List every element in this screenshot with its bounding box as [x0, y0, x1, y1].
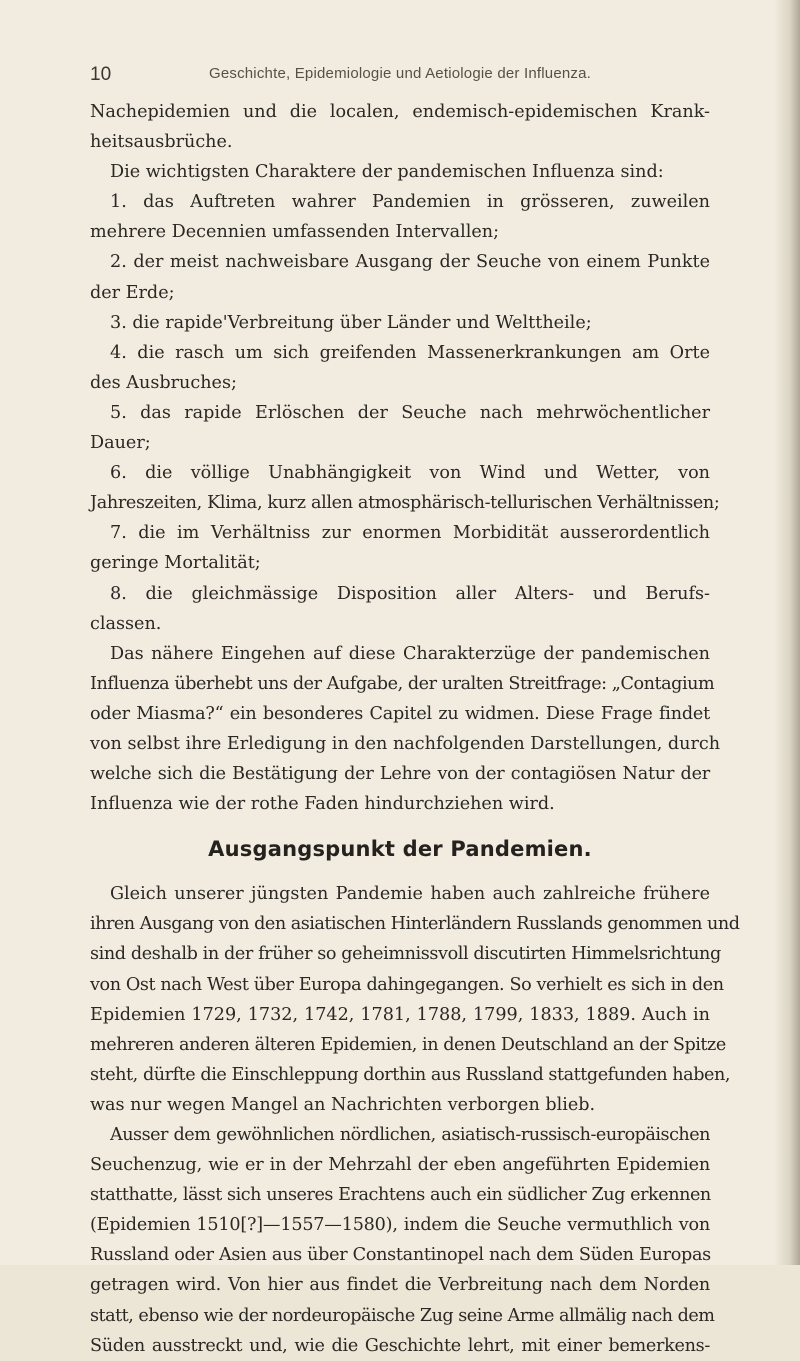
text-line: Ausser dem gewöhnlichen nördlichen, asiatisch-russisch-europäischen [110, 1125, 710, 1145]
list-item-4-line-2: des Ausbruches; [90, 372, 237, 393]
text-line: steht, dürfte die Einschleppung dorthin aus Russland stattgefunden haben, [90, 1064, 731, 1085]
list-item-6-line-2: Jahreszeiten, Klima, kurz allen atmosphärisch-tellurischen Verhältnissen; [90, 493, 720, 514]
list-item-2-line-1: 2. der meist nachweisbare Ausgang der Seuche von einem Punkte [110, 252, 710, 273]
list-item-7-line-1: 7. die im Verhältniss zur enormen Morbidität ausserordentlich [110, 523, 710, 544]
text-line: statthatte, lässt sich unseres Erachtens auch ein südlicher Zug erkennen [90, 1185, 711, 1206]
section-heading: Ausgangspunkt der Pandemien. [208, 837, 592, 862]
text-line: welche sich die Bestätigung der Lehre von der contagiösen Natur der [90, 764, 710, 785]
text-line: Die wichtigsten Charaktere der pandemischen Influenza sind: [110, 162, 664, 183]
text-line: Influenza wie der rothe Faden hindurchziehen wird. [90, 794, 555, 815]
text-line: was nur wegen Mangel an Nachrichten verborgen blieb. [90, 1094, 596, 1115]
text-line: statt, ebenso wie der nordeuropäische Zug seine Arme allmälig nach dem [90, 1305, 715, 1326]
text-line: sind deshalb in der früher so geheimnissvoll discutirten Himmelsrichtung [90, 944, 721, 965]
text-line: von Ost nach West über Europa dahingegangen. So verhielt es sich in den [90, 974, 724, 995]
list-item-6-line-1: 6. die völlige Unabhängigkeit von Wind und Wetter, von [110, 463, 710, 484]
list-item-1-line-2: mehrere Decennien umfassenden Intervallen; [90, 222, 500, 243]
list-item-5-line-1: 5. das rapide Erlöschen der Seuche nach mehrwöchentlicher [110, 402, 710, 423]
list-item-3-line-1: 3. die rapide'Verbreitung über Länder und Welttheile; [110, 312, 592, 333]
text-line: Influenza überhebt uns der Aufgabe, der uralten Streitfrage: „Contagium [90, 673, 715, 694]
text-line: Epidemien 1729, 1732, 1742, 1781, 1788, 1799, 1833, 1889. Auch in [90, 1004, 710, 1025]
list-item-1-line-1: 1. das Auftreten wahrer Pandemien in grösseren, zuweilen [110, 192, 710, 213]
text-line: ihren Ausgang von den asiatischen Hinterländern Russlands genommen und [90, 914, 740, 935]
text-line: Süden ausstreckt und, wie die Geschichte lehrt, mit einer bemerkens- [90, 1335, 710, 1356]
page-body [90, 97, 740, 1361]
text-line: mehreren anderen älteren Epidemien, in denen Deutschland an der Spitze [90, 1034, 726, 1055]
running-head: Geschichte, Epidemiologie und Aetiologie der Influenza. [208, 65, 592, 82]
text-line: Seuchenzug, wie er in der Mehrzahl der eben angeführten Epidemien [90, 1155, 710, 1176]
list-item-5-line-2: Dauer; [90, 433, 151, 454]
text-line: getragen wird. Von hier aus findet die Verbreitung nach dem Norden [90, 1275, 710, 1296]
text-line: oder Miasma?“ ein besonderes Capitel zu widmen. Diese Frage findet [90, 703, 710, 724]
text-line: Gleich unserer jüngsten Pandemie haben auch zahlreiche frühere [110, 884, 710, 905]
list-item-2-line-2: der Erde; [90, 282, 175, 303]
text-line: (Epidemien 1510[?]—1557—1580), indem die Seuche vermuthlich von [90, 1215, 710, 1236]
text-line: von selbst ihre Erledigung in den nachfolgenden Darstellungen, durch [90, 733, 721, 754]
list-item-8-line-1: 8. die gleichmässige Disposition aller Alters- und Berufs- [110, 583, 710, 604]
text-line: Russland oder Asien aus über Constantinopel nach dem Süden Europas [90, 1245, 711, 1266]
text-line: Nachepidemien und die localen, endemisch-epidemischen Krank- [90, 102, 710, 122]
page-header [90, 64, 710, 88]
text-line: Das nähere Eingehen auf diese Charakterzüge der pandemischen [110, 643, 710, 664]
list-item-8-line-2: classen. [90, 613, 162, 634]
page-number: 10 [90, 64, 112, 85]
text-line: heitsausbrüche. [90, 132, 233, 153]
list-item-4-line-1: 4. die rasch um sich greifenden Massenerkrankungen am Orte [110, 342, 710, 363]
page-edge-shadow [774, 0, 800, 1265]
list-item-7-line-2: geringe Mortalität; [90, 553, 261, 574]
